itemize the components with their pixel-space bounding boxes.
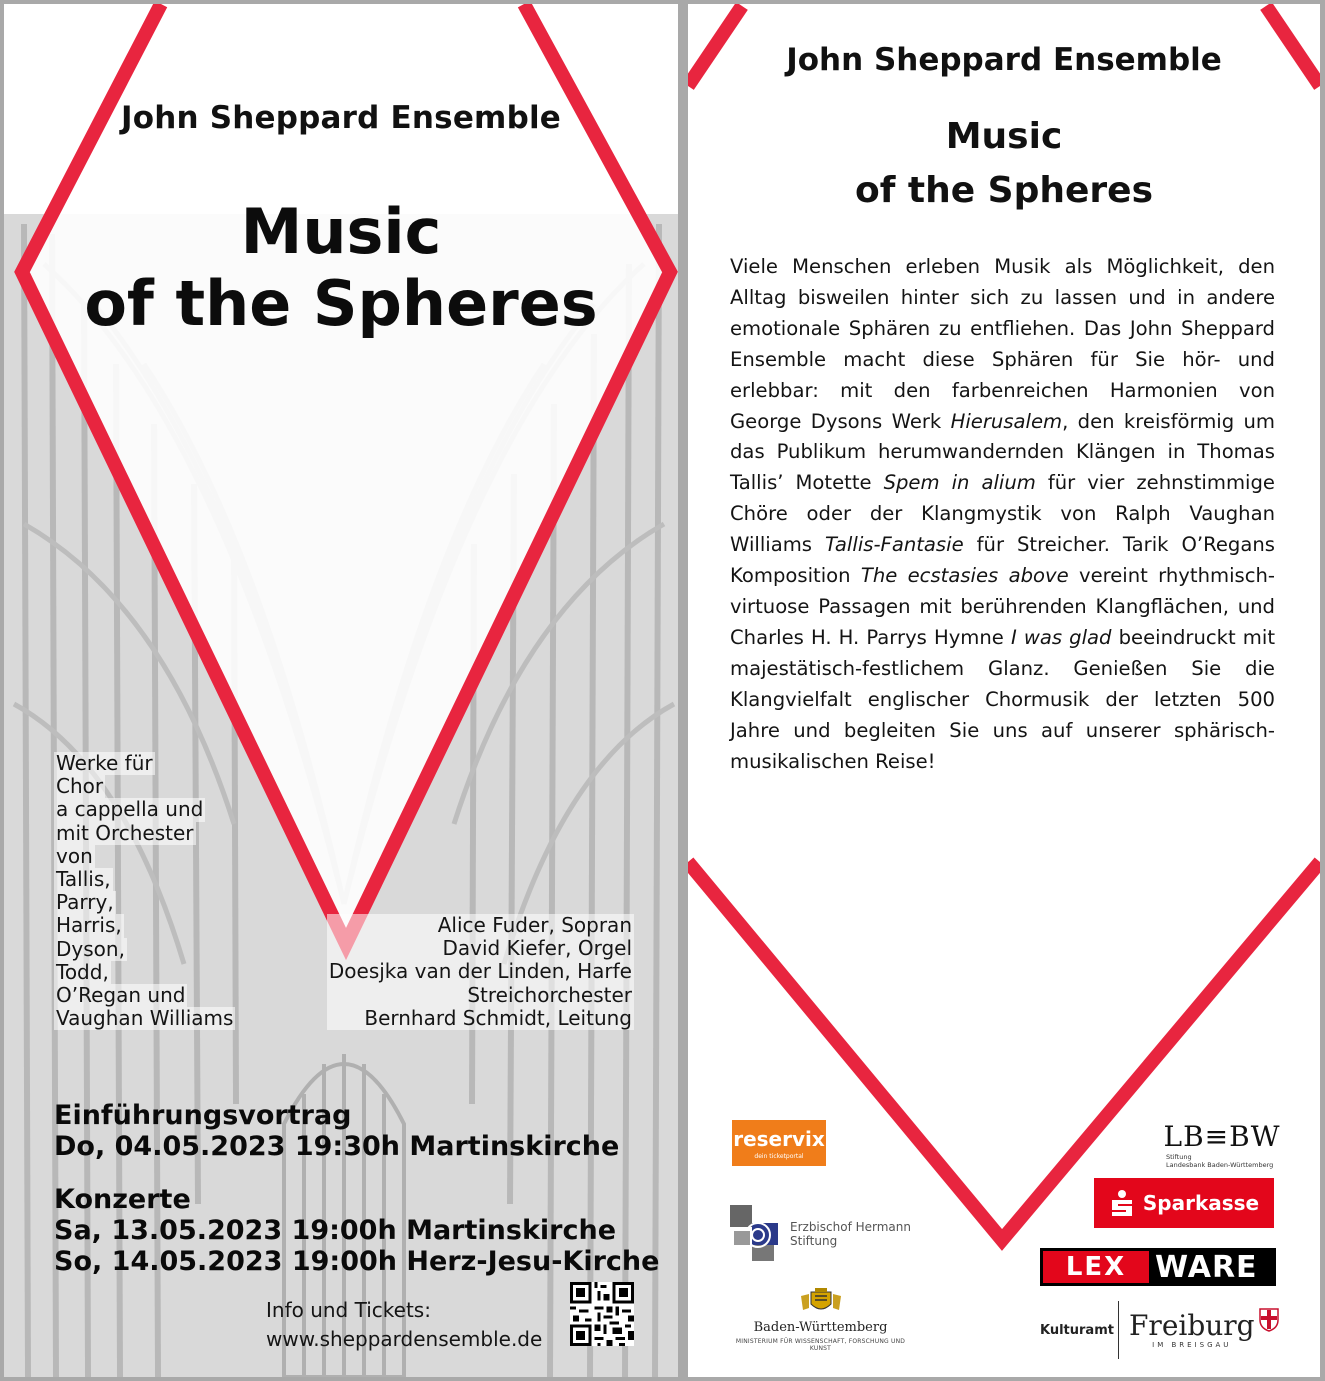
text-run: Viele Menschen erleben Musik als Möglichkeit, den Alltag bisweilen hinter sich zu lassen und in andere emotionale Sphären zu entfliehen. Das John Sheppard Ensemble macht diese Sphären für Sie hör- und erlebbar: mit den farbenreichen Harmonien von George Dysons Werk bbox=[730, 255, 1275, 433]
lexware-lex: LEX bbox=[1043, 1251, 1149, 1283]
text-run: für Streicher. Tarik O’Regans Komposition bbox=[730, 533, 1275, 588]
works-line: Harris, bbox=[56, 913, 122, 938]
lexware-ware: WARE bbox=[1155, 1249, 1258, 1285]
bw-name: Baden-Württemberg bbox=[753, 1320, 888, 1335]
works-line: Tallis, bbox=[56, 867, 111, 892]
freiburg-wordmark bbox=[1129, 1311, 1255, 1349]
concerts-heading: Konzerte bbox=[54, 1184, 191, 1215]
qr-code-icon[interactable] bbox=[570, 1282, 634, 1346]
title-line-2: of the Spheres bbox=[84, 267, 598, 340]
reservix-name: reservix bbox=[733, 1126, 825, 1151]
description-text bbox=[730, 252, 1275, 777]
erzbischof-line-1: Erzbischof Hermann bbox=[790, 1220, 911, 1234]
works-line: Parry, bbox=[56, 890, 114, 915]
lbbw-sub-2: Landesbank Baden-Württemberg bbox=[1166, 1161, 1274, 1169]
works-line: Werke für bbox=[56, 751, 153, 775]
ensemble-name: John Sheppard Ensemble bbox=[786, 42, 1222, 78]
lbbw-sub-1: Stiftung bbox=[1166, 1153, 1192, 1161]
kulturamt-freiburg-logo bbox=[1040, 1300, 1280, 1360]
concert-title bbox=[4, 196, 678, 340]
text-run: beeindruckt mit majestätisch-festlichem Glanz. Genießen Sie die Klangvielfalt englischer Chormusik der letzten 500 Jahre und begleiten Sie uns auf unserer sphärisch-musikalischen Reise! bbox=[730, 625, 1275, 773]
concert-date-2: So, 14.05.2023 19:00h Herz-Jesu-Kirche bbox=[54, 1246, 660, 1277]
work-title: Tallis-Fantasie bbox=[825, 533, 964, 557]
performer: Doesjka van der Linden, Harfe bbox=[328, 959, 632, 984]
works-line: mit Orchester bbox=[56, 820, 194, 845]
logo-divider bbox=[1118, 1301, 1119, 1359]
performer: Streichorchester bbox=[327, 984, 634, 1007]
work-title: I was glad bbox=[1010, 625, 1112, 649]
performer: Bernhard Schmidt, Leitung bbox=[327, 1007, 634, 1030]
freiburg-name: Freiburg bbox=[1129, 1309, 1255, 1342]
works-line: Dyson, bbox=[56, 936, 125, 961]
intro-lecture bbox=[54, 1100, 619, 1162]
works-line: von bbox=[56, 843, 93, 868]
title-line-1: Music bbox=[240, 195, 442, 268]
text-run: vereint rhythmisch-virtuose Passagen mit berührenden Klangflächen, und Charles H. H. Parrys Hymne bbox=[730, 564, 1275, 649]
performers-list bbox=[327, 914, 634, 1030]
lbbw-name: LB≡BW bbox=[1163, 1120, 1281, 1153]
freiburg-sub: IM BREISGAU bbox=[1152, 1341, 1232, 1349]
ticket-info bbox=[266, 1296, 542, 1354]
work-title: Hierusalem bbox=[950, 409, 1063, 433]
works-line: Todd, bbox=[56, 959, 109, 984]
concert-date-1: Sa, 13.05.2023 19:00h Martinskirche bbox=[54, 1215, 617, 1246]
concert-dates bbox=[54, 1184, 659, 1277]
intro-heading: Einführungsvortrag bbox=[54, 1100, 352, 1131]
freiburg-shield-icon bbox=[1259, 1308, 1279, 1332]
lbbw-stiftung-logo bbox=[1162, 1120, 1282, 1174]
work-title: Spem in alium bbox=[883, 471, 1036, 495]
ensemble-name: John Sheppard Ensemble bbox=[120, 100, 562, 136]
works-line: a cappella und bbox=[56, 797, 204, 822]
sparkasse-s-icon bbox=[1109, 1189, 1135, 1217]
intro-date: Do, 04.05.2023 19:30h Martinskirche bbox=[54, 1131, 620, 1162]
reservix-tagline: dein ticketportal bbox=[754, 1152, 804, 1160]
baden-wuerttemberg-logo bbox=[728, 1288, 913, 1350]
works-line: Vaughan Williams bbox=[56, 1006, 234, 1031]
performer: David Kiefer, Orgel bbox=[327, 937, 634, 960]
works-line: O’Regan und bbox=[56, 983, 186, 1008]
sparkasse-logo bbox=[1094, 1178, 1274, 1228]
title-line-2: of the Spheres bbox=[854, 170, 1154, 211]
kulturamt-label: Kulturamt bbox=[1040, 1322, 1114, 1338]
title-line-1: Music bbox=[945, 116, 1063, 157]
text-run: , den kreisförmig um das Publikum herumwandernden Klängen in Thomas Tallis’ Motette bbox=[730, 409, 1275, 495]
erzbischof-hermann-stiftung-logo bbox=[730, 1204, 920, 1264]
reservix-logo bbox=[732, 1120, 826, 1166]
lexware-logo bbox=[1040, 1248, 1276, 1286]
concert-title bbox=[688, 110, 1320, 218]
works-list bbox=[54, 752, 235, 1030]
foundation-emblem-icon bbox=[730, 1205, 782, 1263]
text-run: für vier zehnstimmige Chöre oder der Klangmystik von Ralph Vaughan Williams bbox=[730, 471, 1275, 557]
front-panel bbox=[4, 4, 678, 1377]
performer: Alice Fuder, Sopran bbox=[327, 914, 634, 937]
state-coat-of-arms-icon bbox=[797, 1288, 845, 1314]
erzbischof-text bbox=[790, 1220, 911, 1248]
info-label: Info und Tickets: bbox=[266, 1298, 431, 1322]
work-title: The ecstasies above bbox=[860, 564, 1069, 588]
back-panel bbox=[688, 4, 1320, 1377]
sparkasse-name: Sparkasse bbox=[1142, 1191, 1260, 1215]
website-link[interactable]: www.sheppardensemble.de bbox=[266, 1327, 543, 1351]
bw-ministry: MINISTERIUM FÜR WISSENSCHAFT, FORSCHUNG UND KUNST bbox=[735, 1338, 906, 1352]
works-line: Chor bbox=[56, 774, 104, 799]
erzbischof-line-2: Stiftung bbox=[790, 1234, 838, 1248]
